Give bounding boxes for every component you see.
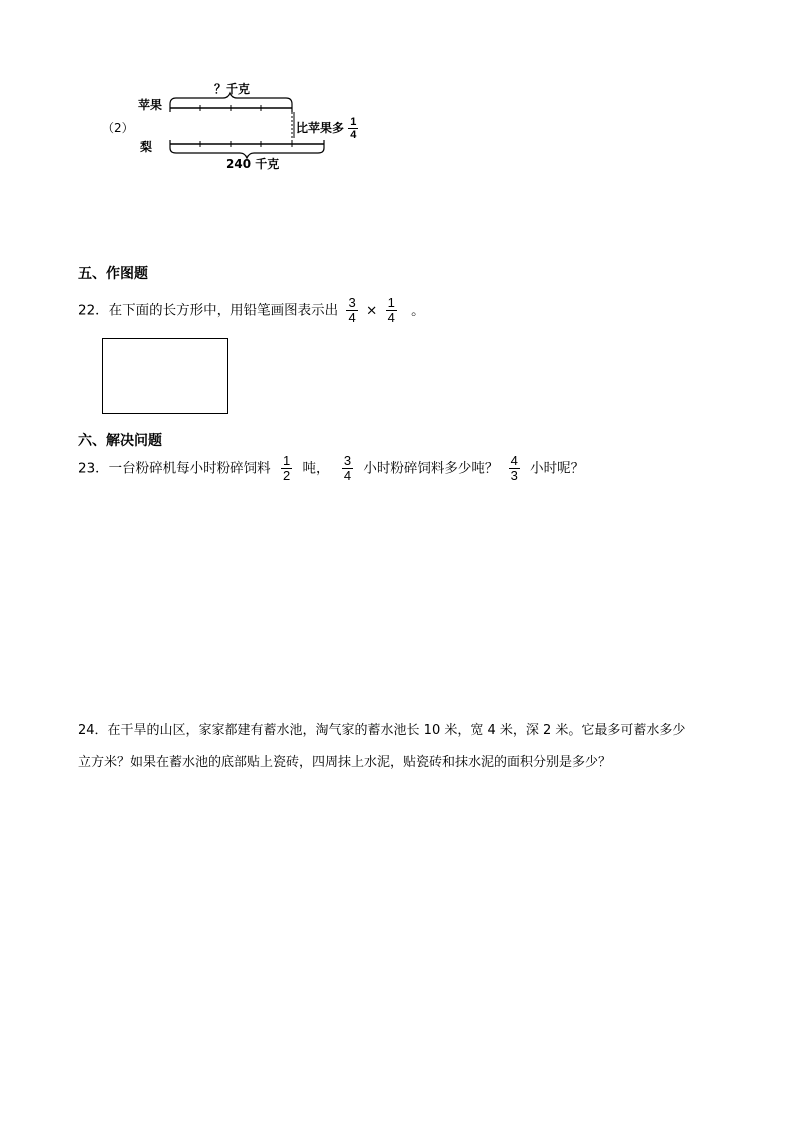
section-5-title: 五、作图题 [78, 266, 148, 282]
apple-label: 苹果 [138, 98, 163, 112]
pear-brace [170, 148, 324, 158]
diagram-label: （2） [102, 121, 134, 135]
question-24-line-2: 立方米？如果在蓄水池的底部贴上瓷砖，四周抹上水泥，贴瓷砖和抹水泥的面积分别是多少？ [78, 755, 612, 770]
question-22: 22．在下面的长方形中，用铅笔画图表示出 $\frac{3}{4}$ × $\frac{1}{4}$ 。 [78, 295, 425, 325]
compare-fraction: $\frac{1}{4}$ [350, 116, 357, 141]
question-24-line-1: 24．在干旱的山区，家家都建有蓄水池，淘气家的蓄水池长 10 米，宽 4 米，深 2 米。它最多可蓄水多少 [78, 723, 686, 738]
pear-weight: 240 千克 [226, 157, 280, 171]
question-23: 23．一台粉碎机每小时粉碎饲料 $\frac{1}{2}$ 吨， $\frac{3}{4}$ 小时粉碎饲料多少吨？ $\frac{4}{3}$ 小时呢？ [78, 453, 585, 483]
fraction-1-2: $\frac{1}{2}$ [282, 453, 291, 483]
fraction-4-3: $\frac{4}{3}$ [510, 453, 518, 483]
drawing-rectangle[interactable] [102, 338, 228, 414]
fraction-1-4: $\frac{1}{4}$ [387, 295, 395, 325]
pear-label: 梨 [140, 140, 153, 154]
fraction-3-4-b: $\frac{3}{4}$ [343, 453, 352, 483]
question-weight: ？千克 [214, 82, 251, 96]
compare-text: 比苹果多 $\frac{1}{4}$ [296, 116, 357, 141]
section-6-title: 六、解决问题 [78, 433, 162, 449]
question-24 [78, 715, 758, 779]
apple-brace [170, 93, 292, 104]
fraction-3-4: $\frac{3}{4}$ [348, 295, 356, 325]
